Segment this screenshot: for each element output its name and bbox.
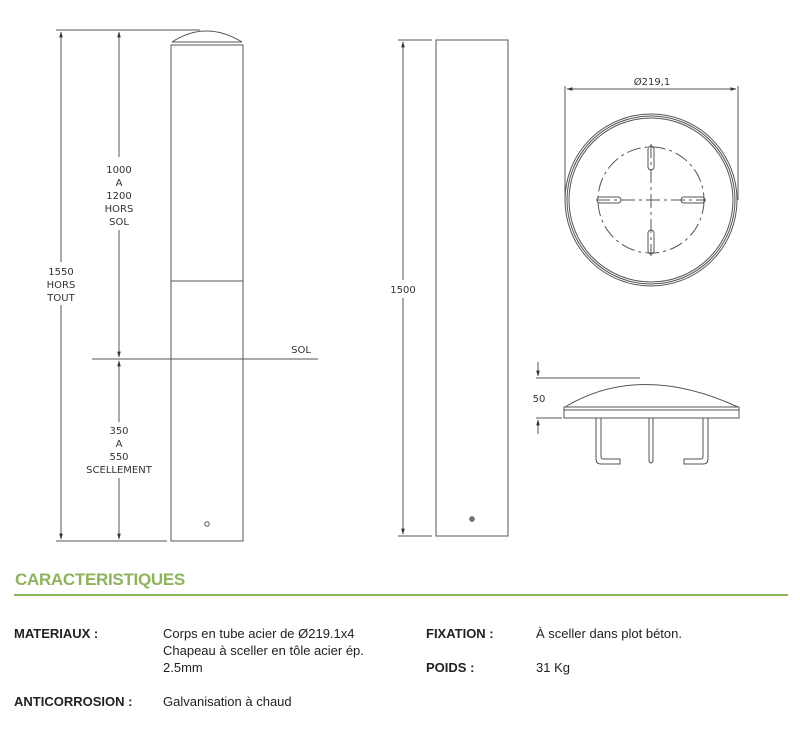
- dim-total-1: 1550: [48, 267, 74, 278]
- fixation-value: À sceller dans plot béton.: [536, 626, 682, 641]
- anticorrosion-label: ANTICORROSION :: [14, 694, 133, 709]
- materiaux-line-2: Chapeau à sceller en tôle acier ép.: [163, 643, 364, 658]
- dim-above-5: SOL: [109, 217, 129, 228]
- materiaux-line-1: Corps en tube acier de Ø219.1x4: [163, 626, 355, 641]
- dim-above-1: 1000: [106, 165, 132, 176]
- poids-label: POIDS :: [426, 660, 475, 675]
- ground-label: SOL: [291, 345, 311, 356]
- dim-embed-1: 350: [109, 426, 129, 437]
- top-view: [565, 86, 738, 286]
- poids-value: 31 Kg: [536, 660, 570, 675]
- dim-above-4: HORS: [104, 204, 134, 215]
- characteristics-section: [14, 570, 788, 596]
- section-divider: [14, 594, 788, 596]
- dim-total-3: TOUT: [47, 293, 75, 304]
- dim-above-3: 1200: [106, 191, 132, 202]
- dim-embed-4: SCELLEMENT: [86, 465, 152, 476]
- fixation-label: FIXATION :: [426, 626, 494, 641]
- dim-embed-2: A: [115, 439, 123, 450]
- materiaux-line-3: 2.5mm: [163, 660, 203, 675]
- anticorrosion-value: Galvanisation à chaud: [163, 694, 292, 709]
- dim-tube-length: 1500: [390, 285, 416, 296]
- cap-view: [536, 362, 739, 464]
- materiaux-label: MATERIAUX :: [14, 626, 99, 641]
- dim-above-2: A: [115, 178, 123, 189]
- dim-cap-height: 50: [532, 394, 546, 405]
- dim-diameter: Ø219,1: [633, 77, 671, 88]
- section-title: CARACTERISTIQUES: [15, 570, 185, 589]
- dim-total-2: HORS: [46, 280, 76, 291]
- dim-embed-3: 550: [109, 452, 129, 463]
- materiaux-value: [163, 625, 364, 676]
